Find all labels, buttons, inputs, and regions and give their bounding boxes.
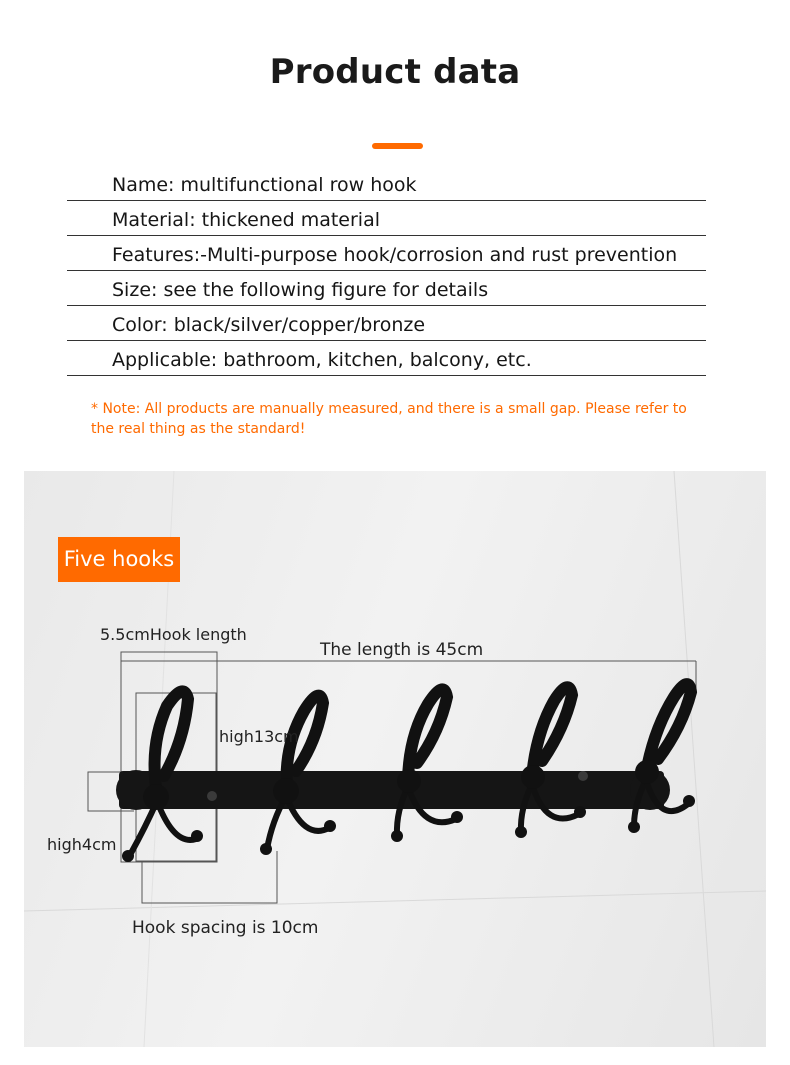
page-title: Product data bbox=[269, 52, 521, 92]
hook-4 bbox=[515, 687, 586, 838]
hook-5 bbox=[628, 684, 695, 833]
five-hooks-badge: Five hooks bbox=[58, 537, 180, 582]
spec-row: Features:-Multi-purpose hook/corrosion and rust prevention bbox=[67, 238, 706, 271]
hook-3 bbox=[391, 689, 463, 842]
total-length-label: The length is 45cm bbox=[320, 640, 484, 660]
hook-spacing-label: Hook spacing is 10cm bbox=[132, 918, 319, 938]
spec-list bbox=[67, 168, 706, 378]
spec-row: Name: multifunctional row hook bbox=[67, 168, 706, 201]
spec-row: Applicable: bathroom, kitchen, balcony, etc. bbox=[67, 343, 706, 376]
base-height-label: high4cm bbox=[47, 835, 117, 854]
hook-height-label: high13cm bbox=[219, 727, 299, 746]
spec-row: Size: see the following figure for details bbox=[67, 273, 706, 306]
hook-length-label: 5.5cmHook length bbox=[100, 625, 247, 644]
screw-hole bbox=[578, 771, 588, 781]
spec-row: Material: thickened material bbox=[67, 203, 706, 236]
title-accent-bar bbox=[372, 143, 423, 149]
spec-row: Color: black/silver/copper/bronze bbox=[67, 308, 706, 341]
measurement-note: * Note: All products are manually measured, and there is a small gap. Please refer to the real thing as the standard! bbox=[91, 401, 687, 437]
screw-hole bbox=[207, 791, 217, 801]
